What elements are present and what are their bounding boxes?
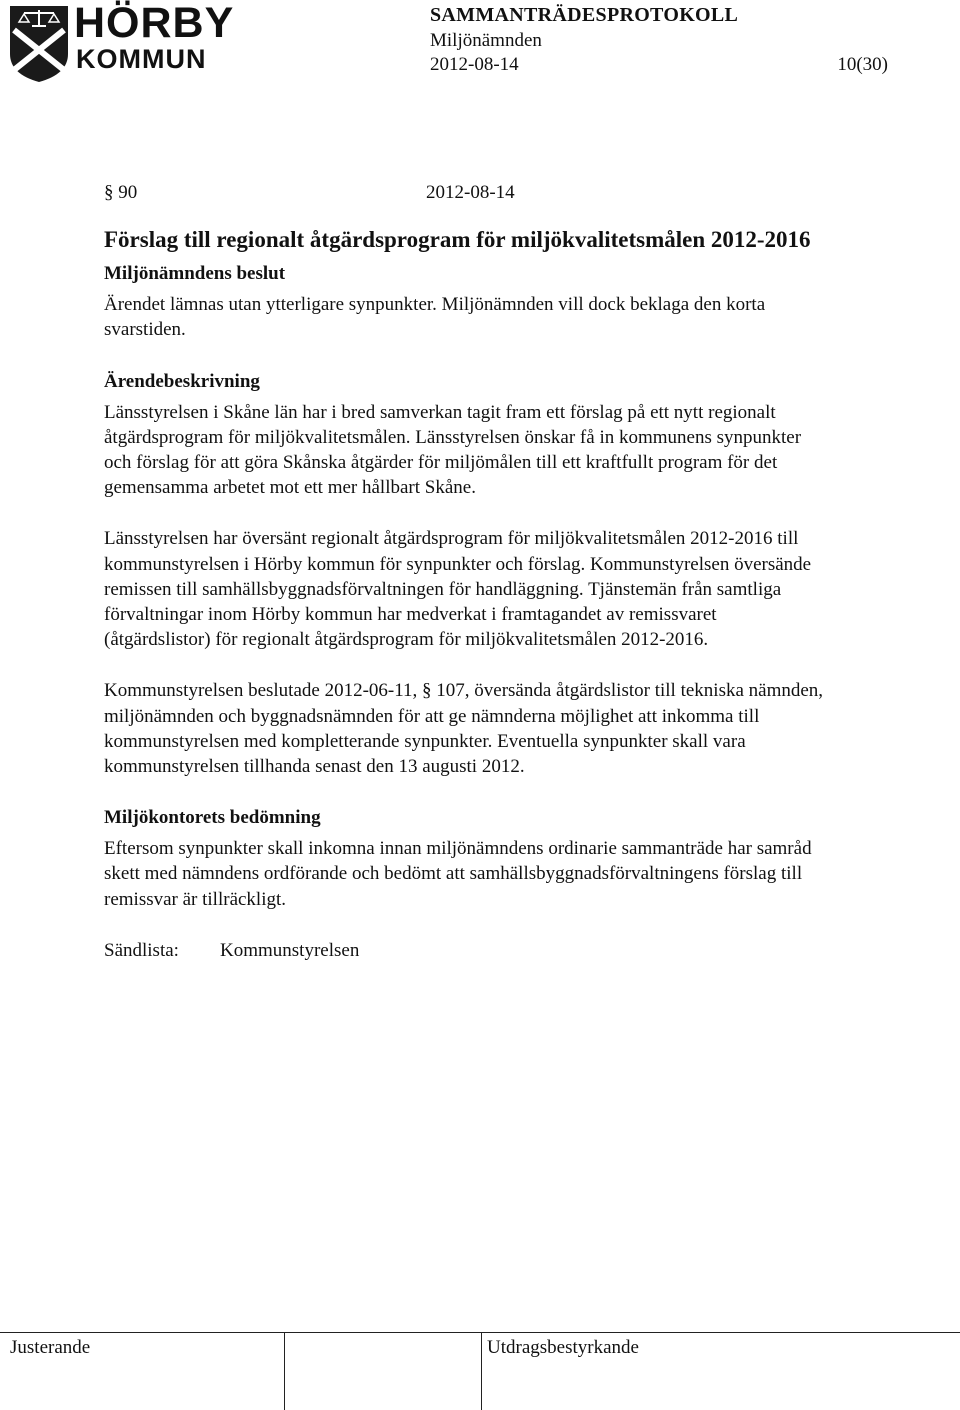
meeting-date: 2012-08-14 xyxy=(430,54,519,75)
logo-name: HÖRBY xyxy=(74,0,235,47)
case-reference xyxy=(104,180,824,205)
document-type: SAMMANTRÄDESPROTOKOLL xyxy=(430,4,739,26)
footer-column-divider xyxy=(481,1332,482,1410)
minutes-body xyxy=(104,180,824,963)
case-title: Förslag till regionalt åtgärdsprogram för miljökvalitetsmålen 2012-2016 xyxy=(104,227,811,253)
distribution-list xyxy=(104,938,824,963)
signature-footer xyxy=(0,1332,960,1410)
assessment-heading: Miljökontorets bedömning xyxy=(104,807,321,829)
case-date: 2012-08-14 xyxy=(426,182,515,203)
extract-certification-label: Utdragsbestyrkande xyxy=(487,1337,639,1358)
footer-column-divider xyxy=(284,1332,285,1410)
decision-text: Ärendet lämnas utan ytterligare synpunkter. Miljönämnden vill dock beklaga den korta svarstiden. xyxy=(104,294,766,341)
distribution-label: Sändlista: xyxy=(104,939,179,961)
description-paragraph: Kommunstyrelsen beslutade 2012-06-11, § 107, översända åtgärdslistor till tekniska nämnden, miljönämnden och byggnadsnämnden för att ge nämnderna möjlighet att inkomma till kommunstyrelsen med kompletterande synpunkter. Eventuella synpunkter skall vara kommunstyrelsen tillhanda senast den 13 augusti 2012. xyxy=(104,680,824,778)
description-heading: Ärendebeskrivning xyxy=(104,370,260,392)
case-number: § 90 xyxy=(104,182,138,203)
committee-name: Miljönämnden xyxy=(430,30,542,51)
description-paragraph: Länsstyrelsen i Skåne län har i bred samverkan tagit fram ett förslag på ett nytt regionalt åtgärdsprogram för miljökvalitetsmålen. Länsstyrelsen önskar få in kommunens synpunkter och förslag för att göra Skånska åtgärder för miljömålen till ett kraftfullt program för det gemensamma arbetet mot ett mer hållbart Skåne. xyxy=(104,401,802,499)
footer-divider xyxy=(0,1332,960,1333)
description-paragraph: Länsstyrelsen har översänt regionalt åtgärdsprogram för miljökvalitetsmålen 2012-2016 till kommunstyrelsen i Hörby kommun för synpunkter och förslag. Kommunstyrelsen översände remissen till samhällsbyggnadsförvaltningen för handläggning. Tjänstemän från samtliga förvaltningar inom Hörby kommun har medverkat i framtagandet av remissvaret (åtgärdslistor) för regionalt åtgärdsprogram för miljökvalitetsmålen 2012-2016. xyxy=(104,528,812,651)
decision-heading: Miljönämndens beslut xyxy=(104,263,286,285)
assessment-text: Eftersom synpunkter skall inkomna innan miljönämndens ordinarie sammanträde har samråd skett med nämndens ordförande och bedömt att samhällsbyggnadsförvaltningens förslag till remissvar är tillräckligt. xyxy=(104,838,812,910)
logo-subtitle: KOMMUN xyxy=(76,44,207,74)
distribution-recipient: Kommunstyrelsen xyxy=(220,939,360,961)
page-number: 10(30) xyxy=(837,54,888,75)
coat-of-arms-icon xyxy=(8,4,70,84)
municipality-logo xyxy=(8,0,235,86)
adjuster-signature-label: Justerande xyxy=(10,1337,91,1358)
